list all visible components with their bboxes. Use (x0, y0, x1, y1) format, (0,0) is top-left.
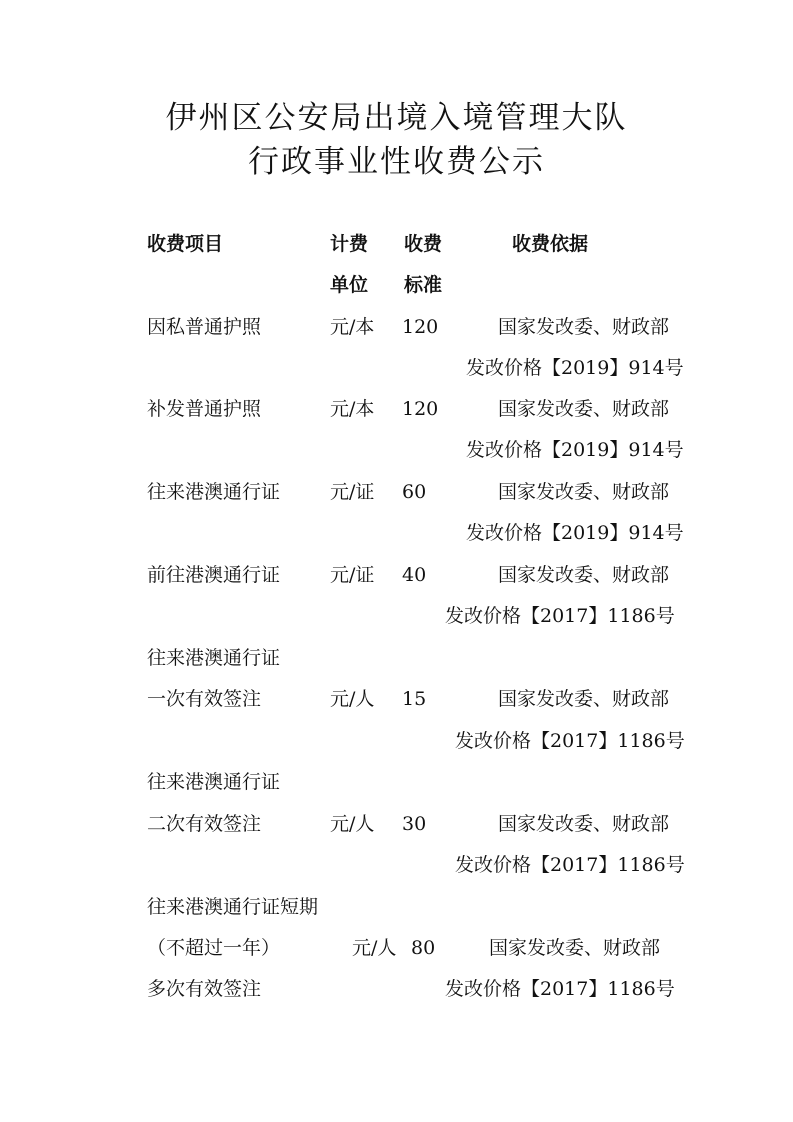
fee-basis-line1: 国家发改委、财政部 (498, 398, 670, 420)
fee-item-name: 因私普通护照 (147, 316, 262, 338)
header-basis: 收费依据 (512, 233, 589, 255)
fee-unit: 元/证 (330, 564, 375, 586)
fee-item-name: 往来港澳通行证短期 (147, 896, 319, 918)
fee-unit: 元/人 (330, 688, 375, 710)
header-item: 收费项目 (147, 233, 224, 255)
fee-standard: 60 (402, 481, 427, 503)
fee-unit: 元/证 (330, 481, 375, 503)
fee-basis-line2: 发改价格【2019】914号 (466, 357, 684, 379)
fee-standard: 120 (402, 398, 439, 420)
fee-item-name-line2: 二次有效签注 (147, 813, 262, 835)
fee-unit: 元/本 (330, 398, 375, 420)
fee-item-name-line3: 多次有效签注 (147, 978, 262, 1000)
fee-basis-line2: 发改价格【2017】1186号 (445, 605, 675, 627)
fee-standard: 15 (402, 688, 427, 710)
fee-item-name-line2: 一次有效签注 (147, 688, 262, 710)
fee-basis-line2: 发改价格【2019】914号 (466, 522, 684, 544)
fee-basis-line1: 国家发改委、财政部 (498, 481, 670, 503)
fee-item-name: 前往港澳通行证 (147, 564, 281, 586)
fee-item-name: 补发普通护照 (147, 398, 262, 420)
fee-basis-line1: 国家发改委、财政部 (498, 564, 670, 586)
fee-basis-line2: 发改价格【2017】1186号 (455, 854, 685, 876)
fee-basis-line1: 国家发改委、财政部 (498, 316, 670, 338)
fee-unit: 元/人 (352, 937, 397, 959)
fee-basis-line2: 发改价格【2019】914号 (466, 439, 684, 461)
fee-unit: 元/人 (330, 813, 375, 835)
fee-standard: 120 (402, 316, 439, 338)
fee-item-name: 往来港澳通行证 (147, 647, 281, 669)
fee-basis-line2: 发改价格【2017】1186号 (455, 730, 685, 752)
fee-item-name-line2: （不超过一年） (147, 937, 281, 959)
fee-basis-line1: 国家发改委、财政部 (489, 937, 661, 959)
header-unit-line2: 单位 (330, 274, 369, 296)
fee-standard: 80 (411, 937, 436, 959)
fee-item-name: 往来港澳通行证 (147, 771, 281, 793)
fee-basis-line2: 发改价格【2017】1186号 (445, 978, 675, 1000)
fee-basis-line1: 国家发改委、财政部 (498, 813, 670, 835)
header-standard-line2: 标准 (404, 274, 443, 296)
fee-standard: 40 (402, 564, 427, 586)
fee-unit: 元/本 (330, 316, 375, 338)
fee-item-name: 往来港澳通行证 (147, 481, 281, 503)
header-standard-line1: 收费 (404, 233, 443, 255)
document-title-line2: 行政事业性收费公示 (248, 144, 545, 180)
fee-standard: 30 (402, 813, 427, 835)
document-title-line1: 伊州区公安局出境入境管理大队 (165, 100, 628, 136)
header-unit-line1: 计费 (330, 233, 369, 255)
fee-basis-line1: 国家发改委、财政部 (498, 688, 670, 710)
